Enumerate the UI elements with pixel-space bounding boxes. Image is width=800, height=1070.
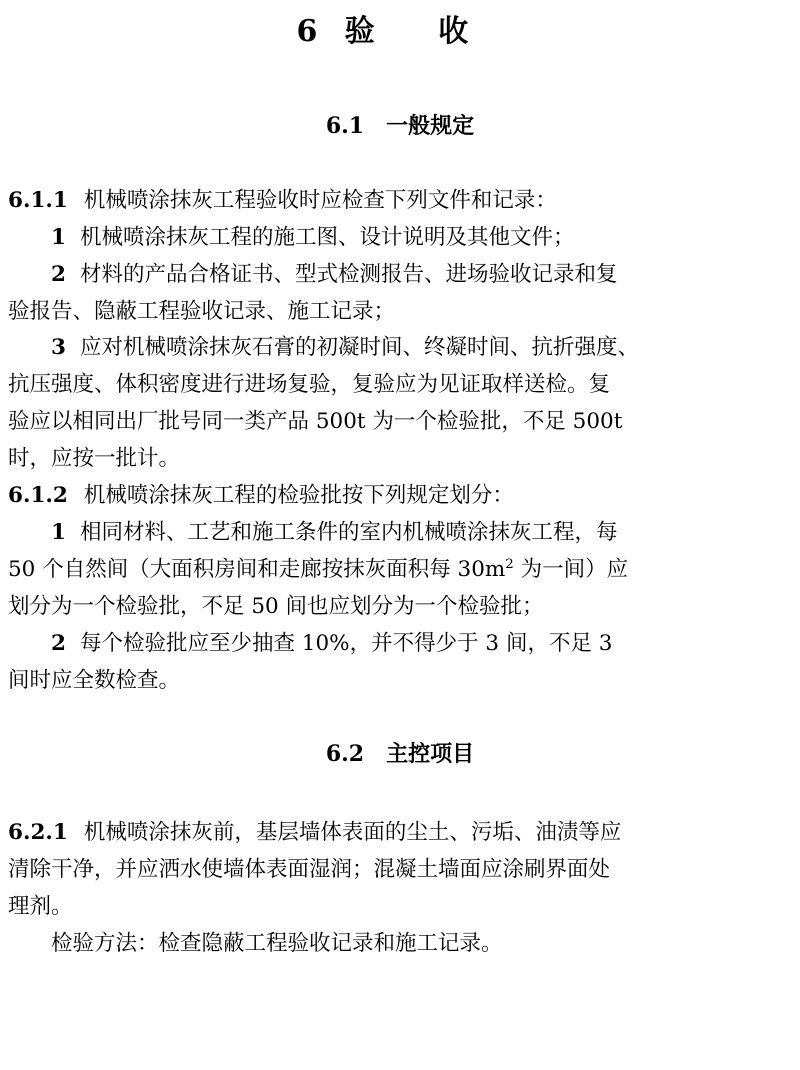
spacer: [8, 700, 792, 740]
clause-6-1-1-item-2: [8, 257, 792, 294]
item-number: 3: [51, 335, 66, 361]
cont-text-a: 50 个自然间（大面积房间和走廊按抹灰面积每 30m: [8, 557, 506, 583]
cont-text-b: 为一间）应: [513, 557, 629, 583]
clause-text-6-1-1: 机械喷涂抹灰工程验收时应检查下列文件和记录：: [83, 187, 557, 213]
clause-6-1-1-item-1: [8, 220, 792, 257]
clause-6-1-1-item-3: [8, 330, 792, 367]
clause-6-1-1-item-3-cont-2: 验应以相同出厂批号同一类产品 500t 为一个检验批，不足 500t: [8, 409, 623, 435]
clause-6-1-2: [8, 478, 792, 515]
section-title-6-2: 主控项目: [386, 741, 475, 768]
section-number-6-2: 6.2: [325, 741, 365, 768]
unit-superscript: 2: [505, 557, 514, 573]
document-page: [0, 14, 800, 1070]
clause-6-1-2-item-1-cont-1: [8, 552, 792, 589]
item-text: 每个检验批应至少抽查 10%，并不得少于 3 间，不足 3: [79, 631, 613, 657]
clause-text-6-1-2: 机械喷涂抹灰工程的检验批按下列规定划分：: [83, 483, 514, 509]
clause-number-6-1-1: 6.1.1: [8, 187, 68, 213]
clause-number-6-1-2: 6.1.2: [8, 483, 68, 509]
clause-6-2-1-cont-2: 理剂。: [8, 893, 73, 919]
chapter-title-text: 验 收: [344, 14, 470, 49]
clause-6-1-2-item-1-cont-2: 划分为一个检验批，不足 50 间也应划分为一个检验批；: [8, 594, 544, 620]
spacer: [8, 769, 792, 815]
clause-6-1-1: [8, 183, 792, 220]
clause-6-1-1-item-3-cont-3: 时，应按一批计。: [8, 446, 181, 472]
clause-text-6-2-1: 机械喷涂抹灰前，基层墙体表面的尘土、污垢、油渍等应: [83, 819, 622, 845]
item-text: 机械喷涂抹灰工程的施工图、设计说明及其他文件；: [79, 224, 575, 250]
item-number: 2: [51, 631, 66, 657]
clause-6-2-1: [8, 815, 792, 852]
spacer: [8, 50, 792, 112]
section-heading-6-1: [8, 112, 792, 141]
clause-number-6-2-1: 6.2.1: [8, 819, 68, 845]
clause-6-1-1-item-2-cont: 验报告、隐蔽工程验收记录、施工记录；: [8, 298, 396, 324]
chapter-heading: [8, 14, 792, 50]
clause-6-1-2-item-2: [8, 626, 792, 663]
clause-6-1-2-item-1: [8, 515, 792, 552]
item-number: 1: [51, 224, 66, 250]
spacer: [8, 141, 792, 183]
clause-6-2-1-method: 检验方法：检查隐蔽工程验收记录和施工记录。: [51, 930, 503, 956]
section-heading-6-2: [8, 740, 792, 769]
section-number-6-1: 6.1: [325, 113, 365, 139]
item-text: 材料的产品合格证书、型式检测报告、进场验收记录和复: [79, 261, 618, 287]
clause-6-1-2-item-2-cont: 间时应全数检查。: [8, 668, 181, 694]
clause-6-2-1-cont-1: 清除干净，并应洒水使墙体表面湿润；混凝土墙面应涂刷界面处: [8, 856, 611, 882]
clause-6-1-1-item-3-cont-1: 抗压强度、体积密度进行进场复验，复验应为见证取样送检。复: [8, 372, 611, 398]
item-text: 应对机械喷涂抹灰石膏的初凝时间、终凝时间、抗折强度、: [79, 335, 639, 361]
item-number: 1: [51, 520, 66, 546]
section-title-6-1: 一般规定: [386, 113, 475, 139]
item-number: 2: [51, 261, 66, 287]
chapter-number: 6: [296, 14, 319, 49]
item-text: 相同材料、工艺和施工条件的室内机械喷涂抹灰工程，每: [79, 520, 618, 546]
